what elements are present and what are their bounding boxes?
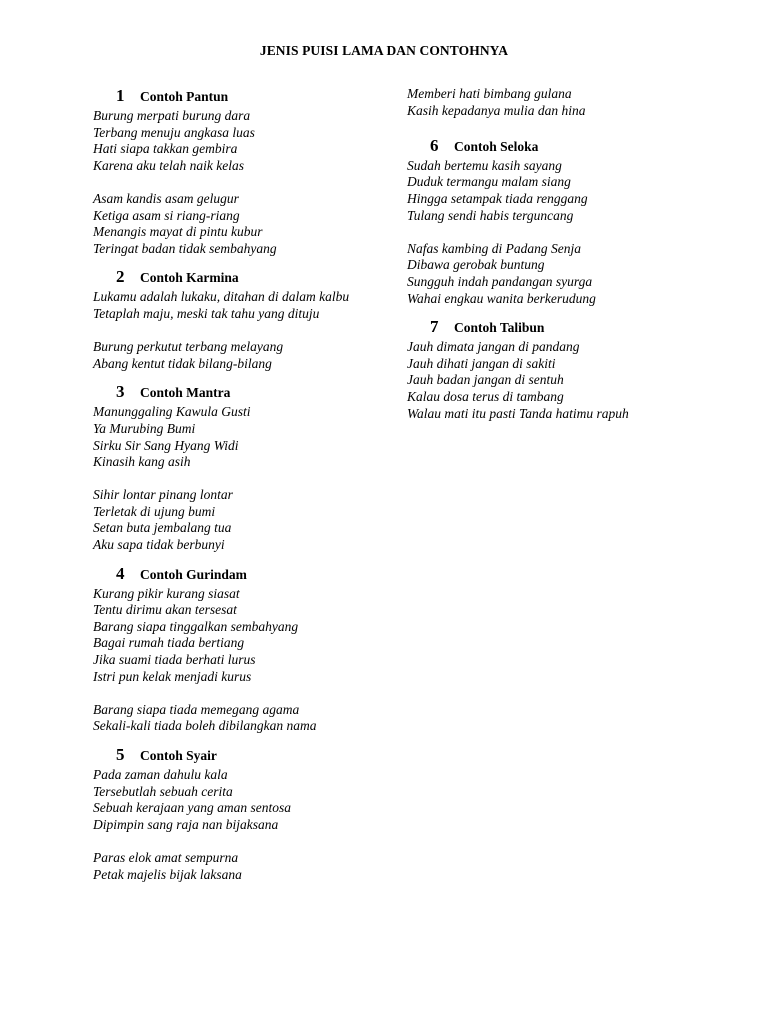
poem-line: Kurang pikir kurang siasat: [93, 585, 240, 601]
poem-line: Manunggaling Kawula Gusti: [93, 404, 251, 420]
poem-section: [93, 267, 368, 372]
poem-line: Ya Murubing Bumi: [93, 420, 196, 436]
stanza: [93, 586, 368, 686]
poem-line: Jauh dihati jangan di sakiti: [407, 355, 556, 371]
stanza: [93, 191, 368, 257]
poem-line: Tersebutlah sebuah cerita: [93, 783, 233, 799]
poem-section: [93, 86, 368, 257]
section-heading: [116, 745, 368, 767]
poem-line: Tulang sendi habis terguncang: [407, 207, 574, 223]
section-number: 6: [430, 135, 439, 155]
stanza: [93, 404, 368, 470]
poem-line: Asam kandis asam gelugur: [93, 190, 239, 206]
right-column: [407, 86, 707, 432]
poem-line: Paras elok amat sempurna: [93, 849, 239, 865]
poem-section: [93, 382, 368, 553]
poem-line: Sudah bertemu kasih sayang: [407, 157, 562, 173]
section-number: 4: [116, 563, 125, 583]
stanza: [407, 339, 707, 422]
poem-line: Bagai rumah tiada bertiang: [93, 635, 245, 651]
poem-section: [93, 745, 368, 883]
section-number: 2: [116, 267, 125, 287]
section-title: Contoh Seloka: [454, 138, 539, 154]
stanza: [93, 289, 368, 322]
poem-section: [93, 564, 368, 735]
stanza: [93, 767, 368, 833]
poem-line: Sihir lontar pinang lontar: [93, 487, 233, 503]
poem-line: Jika suami tiada berhati lurus: [93, 652, 256, 668]
section-heading: [116, 564, 368, 586]
poem-line: Petak majelis bijak laksana: [93, 866, 242, 882]
poem-line: Terbang menuju angkasa luas: [93, 124, 255, 140]
poem-line: Burung perkutut terbang melayang: [93, 339, 284, 355]
poem-line: Istri pun kelak menjadi kurus: [93, 668, 252, 684]
poem-line: Lukamu adalah lukaku, ditahan di dalam kalbu: [93, 289, 350, 305]
section-heading: [116, 267, 368, 289]
section-title: Contoh Talibun: [454, 320, 545, 336]
stanza: [93, 108, 368, 174]
poem-line: Teringat badan tidak sembahyang: [93, 240, 277, 256]
poem-line: Tetaplah maju, meski tak tahu yang dituju: [93, 305, 320, 321]
poem-line: Menangis mayat di pintu kubur: [93, 224, 263, 240]
section-number: 7: [430, 317, 439, 337]
poem-line: Memberi hati bimbang gulana: [407, 86, 572, 101]
section-title: Contoh Karmina: [140, 270, 239, 286]
poem-line: Burung merpati burung dara: [93, 108, 251, 123]
poem-line: Dibawa gerobak buntung: [407, 257, 545, 273]
poem-line: Pada zaman dahulu kala: [93, 767, 228, 782]
poem-line: Sekali-kali tiada boleh dibilangkan nama: [93, 718, 317, 734]
poem-line: Hingga setampak tiada renggang: [407, 190, 588, 206]
section-title: Contoh Syair: [140, 748, 217, 763]
section-number: 3: [116, 382, 125, 402]
poem-line: Nafas kambing di Padang Senja: [407, 240, 581, 256]
poem-line: Sungguh indah pandangan syurga: [407, 273, 593, 289]
poem-line: Aku sapa tidak berbunyi: [93, 537, 225, 553]
stanza: [407, 158, 707, 224]
poem-section: [407, 317, 707, 422]
poem-line: Barang siapa tiada memegang agama: [93, 701, 300, 717]
poem-line: Wahai engkau wanita berkerudung: [407, 290, 596, 306]
section-title: Contoh Mantra: [140, 385, 231, 401]
stanza: [407, 241, 707, 307]
poem-line: Abang kentut tidak bilang-bilang: [93, 355, 272, 371]
poem-line: Jauh badan jangan di sentuh: [407, 372, 564, 388]
poem-line: Hati siapa takkan gembira: [93, 141, 238, 157]
poem-line: Sebuah kerajaan yang aman sentosa: [93, 800, 291, 816]
poem-line: Sirku Sir Sang Hyang Widi: [93, 437, 239, 453]
poem-section: [407, 136, 707, 307]
left-column: [93, 86, 368, 893]
stanza: [93, 702, 368, 735]
poem-line: Dipimpin sang raja nan bijaksana: [93, 816, 279, 832]
poem-line: Jauh dimata jangan di pandang: [407, 339, 580, 355]
poem-line: Tentu dirimu akan tersesat: [93, 602, 237, 618]
section-heading: [430, 136, 707, 158]
stanza: [93, 487, 368, 553]
poem-line: Ketiga asam si riang-riang: [93, 207, 240, 223]
poem-line: Walau mati itu pasti Tanda hatimu rapuh: [407, 405, 629, 421]
section-heading: [116, 382, 368, 404]
section-title: Contoh Pantun: [140, 89, 229, 104]
stanza: [93, 339, 368, 372]
poem-line: Barang siapa tinggalkan sembahyang: [93, 618, 299, 634]
page-title: JENIS PUISI LAMA DAN CONTOHNYA: [259, 43, 509, 58]
poem-line: Duduk termangu malam siang: [407, 174, 571, 190]
poem-line: Karena aku telah naik kelas: [93, 157, 244, 173]
section-heading: [116, 86, 368, 108]
poem-line: Setan buta jembalang tua: [93, 520, 232, 536]
stanza: [93, 850, 368, 883]
section-number: 5: [116, 745, 125, 764]
section-title: Contoh Gurindam: [140, 566, 247, 582]
poem-line: Terletak di ujung bumi: [93, 503, 216, 519]
continuation-stanza: [407, 86, 707, 119]
poem-line: Kalau dosa terus di tambang: [407, 388, 564, 404]
section-heading: [430, 317, 707, 339]
poem-line: Kinasih kang asih: [93, 454, 191, 470]
poem-line: Kasih kepadanya mulia dan hina: [407, 102, 586, 118]
section-number: 1: [116, 86, 125, 105]
